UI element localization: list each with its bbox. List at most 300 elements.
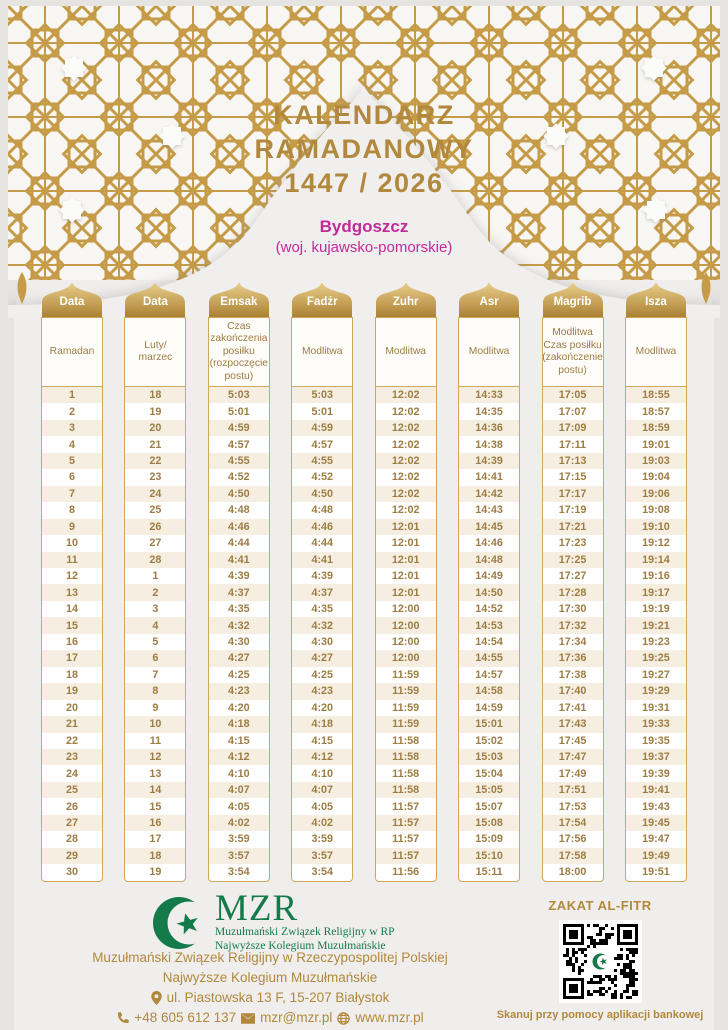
table-cell: 14:36 [459, 420, 519, 436]
column-rows [41, 386, 103, 882]
table-cell: 4:07 [292, 782, 352, 798]
table-cell: 14:48 [459, 552, 519, 568]
table-cell: 19:47 [642, 833, 670, 846]
table-cell: 17:51 [543, 782, 603, 798]
mzr-logo-line2: Najwyższe Kolegium Muzułmańskie [215, 940, 386, 952]
column-subtitle: Czas zakończenia posiłku (rozpoczęcie postu) [208, 317, 270, 387]
table-column [291, 283, 353, 882]
table-cell: 5 [42, 453, 102, 469]
table-cell: 4:41 [292, 552, 352, 568]
table-cell: 4:25 [228, 668, 250, 681]
zakat-caption: Skanuj przy pomocy aplikacji bankowej [496, 1009, 704, 1021]
table-cell: 14:59 [475, 701, 503, 714]
table-cell: 17:13 [543, 453, 603, 469]
table-cell: 4:44 [311, 537, 334, 550]
table-cell: 17:34 [558, 636, 587, 649]
table-cell: 11:57 [376, 815, 436, 831]
table-cell: 11:58 [376, 782, 436, 798]
table-cell: 4:02 [292, 815, 352, 831]
table-column [458, 283, 520, 882]
table-cell: 17:40 [543, 683, 603, 699]
table-cell: 12:02 [391, 471, 420, 484]
table-cell: 19:29 [626, 683, 686, 699]
column-header-dome [542, 283, 604, 317]
column-header-dome [41, 283, 103, 317]
table-cell: 5:01 [228, 405, 250, 418]
table-cell: 7 [42, 486, 102, 502]
table-cell: 16 [125, 815, 185, 831]
table-cell: 11 [149, 734, 162, 747]
table-cell: 11:59 [376, 683, 436, 699]
table-cell: 19:45 [626, 815, 686, 831]
table-cell: 11:59 [392, 701, 420, 714]
table-cell: 14:46 [475, 537, 503, 550]
table-cell: 15:08 [459, 815, 519, 831]
table-cell: 12:01 [376, 584, 436, 600]
table-cell: 15:07 [475, 800, 503, 813]
column-header-dome [124, 283, 186, 317]
table-cell: 19:33 [626, 716, 686, 732]
table-cell: 14:52 [475, 603, 503, 616]
table-cell: 19:12 [642, 537, 670, 550]
table-cell: 4:27 [209, 650, 269, 666]
table-cell: 12:01 [391, 537, 420, 550]
table-cell: 17:27 [558, 570, 587, 583]
table-cell: 19:31 [642, 701, 670, 714]
table-cell: 19:41 [626, 782, 686, 798]
table-cell: 25 [42, 782, 102, 798]
table-cell: 11:59 [392, 668, 420, 681]
table-cell: 12 [125, 749, 185, 765]
table-cell: 4:15 [228, 734, 250, 747]
table-cell: 17:09 [543, 420, 603, 436]
email-text: mzr@mzr.pl [260, 1010, 333, 1025]
table-cell: 14:41 [475, 471, 503, 484]
table-cell: 19 [149, 405, 162, 418]
table-cell: 11:56 [392, 866, 420, 879]
crescent-star-icon [152, 896, 206, 950]
table-cell: 4:55 [209, 453, 269, 469]
column-subtitle: Modlitwa Czas posiłku (zakończenie postu) [542, 317, 604, 387]
table-cell: 12:00 [376, 617, 436, 633]
table-column [625, 283, 687, 882]
table-cell: 17:28 [543, 584, 603, 600]
zakat-block [494, 898, 706, 1021]
column-header-dome [625, 283, 687, 317]
table-cell: 4:32 [209, 617, 269, 633]
table-cell: 18 [125, 387, 185, 403]
table-cell: 14:39 [459, 453, 519, 469]
table-cell: 27 [149, 537, 162, 550]
table-cell: 14:35 [475, 405, 503, 418]
table-cell: 19:17 [626, 584, 686, 600]
column-header-label: Zuhr [392, 296, 419, 308]
table-cell: 15:03 [459, 749, 519, 765]
table-cell: 18 [65, 668, 78, 681]
table-cell: 12:01 [391, 570, 420, 583]
column-rows [625, 386, 687, 882]
table-cell: 19 [149, 866, 162, 879]
table-cell: 19:14 [626, 552, 686, 568]
table-cell: 3 [42, 420, 102, 436]
city-label: Bydgoszcz [319, 217, 409, 236]
table-cell: 11:58 [376, 749, 436, 765]
table-cell: 17:30 [558, 603, 587, 616]
column-header-dome [375, 283, 437, 317]
table-cell: 4:50 [292, 486, 352, 502]
table-cell: 12:01 [376, 519, 436, 535]
table-cell: 14:55 [459, 650, 519, 666]
table-cell: 17:45 [558, 734, 587, 747]
table-cell: 23 [42, 749, 102, 765]
table-cell: 17:25 [543, 552, 603, 568]
table-cell: 21 [42, 716, 102, 732]
table-cell: 4:25 [311, 668, 334, 681]
table-cell: 4:05 [311, 800, 334, 813]
table-cell: 12:00 [391, 603, 420, 616]
table-cell: 3:54 [311, 866, 334, 879]
table-cell: 18:00 [558, 866, 587, 879]
table-cell: 11:57 [392, 833, 420, 846]
table-cell: 4:50 [209, 486, 269, 502]
table-cell: 3:57 [292, 848, 352, 864]
table-cell: 10 [65, 537, 78, 550]
table-cell: 3 [152, 603, 159, 616]
table-cell: 4:46 [209, 519, 269, 535]
table-cell: 12:02 [391, 504, 420, 517]
phone-text: +48 605 612 137 [134, 1010, 237, 1025]
table-cell: 4:52 [228, 471, 250, 484]
table-cell: 14:45 [459, 519, 519, 535]
table-cell: 14 [65, 603, 78, 616]
column-header-dome [458, 283, 520, 317]
column-subtitle: Ramadan [41, 317, 103, 387]
org-name-line: Muzułmański Związek Religijny w Rzeczypospolitej Polskiej [92, 950, 448, 965]
table-cell: 18:59 [626, 420, 686, 436]
table-cell: 4 [68, 438, 75, 451]
table-cell: 26 [65, 800, 78, 813]
table-cell: 4:37 [292, 584, 352, 600]
table-cell: 19:51 [642, 866, 670, 879]
table-cell: 28 [65, 833, 78, 846]
table-cell: 12 [65, 570, 78, 583]
table-cell: 14 [125, 782, 185, 798]
table-cell: 4:57 [311, 438, 334, 451]
column-subtitle: Modlitwa [291, 317, 353, 387]
table-cell: 17:43 [543, 716, 603, 732]
table-cell: 5:01 [311, 405, 334, 418]
table-cell: 24 [65, 767, 78, 780]
table-column [208, 283, 270, 882]
column-header-label: Data [142, 296, 168, 308]
table-cell: 4:55 [292, 453, 352, 469]
address-text: ul. Piastowska 13 F, 15-207 Białystok [166, 990, 390, 1005]
table-cell: 17:53 [558, 800, 587, 813]
table-cell: 11:58 [392, 767, 420, 780]
table-cell: 3:54 [228, 866, 250, 879]
table-cell: 7 [152, 668, 159, 681]
column-subtitle: Modlitwa [625, 317, 687, 387]
table-cell: 26 [125, 519, 185, 535]
table-cell: 6 [68, 471, 75, 484]
table-column [41, 283, 103, 882]
table-cell: 14:57 [475, 668, 503, 681]
table-cell: 4:46 [292, 519, 352, 535]
column-header-dome [208, 283, 270, 317]
table-cell: 25 [149, 504, 162, 517]
table-cell: 20 [125, 420, 185, 436]
region-label: (woj. kujawsko-pomorskie) [275, 239, 453, 256]
table-cell: 17:47 [543, 749, 603, 765]
table-cell: 4:32 [292, 617, 352, 633]
table-cell: 21 [149, 438, 162, 451]
table-cell: 4:23 [292, 683, 352, 699]
table-cell: 17:17 [543, 486, 603, 502]
table-cell: 19:19 [642, 603, 670, 616]
table-cell: 4:10 [311, 767, 334, 780]
table-cell: 15:04 [475, 767, 503, 780]
column-header-dome [291, 283, 353, 317]
table-cell: 17:11 [559, 438, 587, 451]
phone-icon [116, 1012, 129, 1025]
table-cell: 19:10 [626, 519, 686, 535]
table-cell: 9 [152, 701, 159, 714]
page-title-line2: RAMADANOWY [254, 134, 474, 164]
white-star-ornament [641, 55, 666, 80]
table-cell: 12:02 [391, 438, 420, 451]
table-cell: 19:25 [626, 650, 686, 666]
table-cell: 17:56 [558, 833, 587, 846]
table-cell: 22 [65, 734, 78, 747]
table-cell: 4:59 [209, 420, 269, 436]
org-college-line: Najwyższe Kolegium Muzułmańskie [162, 970, 378, 985]
contact-block [30, 948, 510, 1028]
table-cell: 1 [42, 387, 102, 403]
table-cell: 13 [42, 584, 102, 600]
mzr-logo [152, 888, 395, 953]
globe-icon [337, 1012, 350, 1025]
table-cell: 15:02 [475, 734, 503, 747]
table-cell: 17:05 [543, 387, 603, 403]
table-cell: 8 [68, 504, 75, 517]
table-cell: 14:38 [475, 438, 503, 451]
table-cell: 4:23 [209, 683, 269, 699]
table-cell: 4:05 [228, 800, 250, 813]
table-cell: 19:27 [642, 668, 670, 681]
table-cell: 14:42 [459, 486, 519, 502]
table-cell: 4:18 [292, 716, 352, 732]
table-cell: 16 [65, 636, 78, 649]
table-column [542, 283, 604, 882]
table-cell: 4:39 [228, 570, 250, 583]
white-star-ornament [61, 55, 86, 80]
table-cell: 17:58 [543, 848, 603, 864]
table-cell: 11:57 [376, 848, 436, 864]
table-cell: 6 [125, 650, 185, 666]
zakat-title: ZAKAT AL-FITR [548, 898, 652, 913]
table-cell: 4:37 [209, 584, 269, 600]
table-cell: 17:07 [558, 405, 587, 418]
table-cell: 3:59 [311, 833, 334, 846]
table-cell: 24 [125, 486, 185, 502]
column-header-label: Data [59, 296, 85, 308]
table-cell: 5:03 [292, 387, 352, 403]
table-cell: 4:27 [292, 650, 352, 666]
column-rows [208, 386, 270, 882]
table-cell: 19:43 [642, 800, 670, 813]
table-cell: 11:58 [392, 734, 420, 747]
mzr-logo-line1: Muzułmański Związek Religijny w RP [215, 926, 395, 938]
table-cell: 15 [42, 617, 102, 633]
column-rows [291, 386, 353, 882]
table-cell: 18:57 [642, 405, 670, 418]
table-cell: 19:06 [626, 486, 686, 502]
column-header-label: Isza [645, 296, 667, 308]
table-cell: 17:32 [543, 617, 603, 633]
table-cell: 2 [125, 584, 185, 600]
table-cell: 17:49 [558, 767, 587, 780]
table-cell: 4:10 [228, 767, 250, 780]
table-cell: 19 [42, 683, 102, 699]
table-cell: 14:33 [459, 387, 519, 403]
table-cell: 4:39 [311, 570, 334, 583]
column-subtitle: Modlitwa [375, 317, 437, 387]
table-cell: 4:48 [311, 504, 334, 517]
table-cell: 12:02 [376, 387, 436, 403]
table-cell: 5 [152, 636, 159, 649]
table-cell: 5:03 [209, 387, 269, 403]
table-cell: 4:44 [228, 537, 250, 550]
table-cell: 19:08 [642, 504, 670, 517]
table-cell: 19:39 [642, 767, 670, 780]
table-cell: 12:01 [376, 552, 436, 568]
table-cell: 17:36 [543, 650, 603, 666]
table-cell: 19:35 [642, 734, 670, 747]
table-cell: 4:35 [311, 603, 334, 616]
table-cell: 18 [125, 848, 185, 864]
table-cell: 23 [149, 471, 162, 484]
table-cell: 11:57 [392, 800, 420, 813]
location-pin-icon [151, 991, 162, 1005]
calendar-table [41, 283, 687, 882]
table-cell: 17:54 [543, 815, 603, 831]
table-cell: 4:52 [311, 471, 334, 484]
column-subtitle: Luty/ marzec [124, 317, 186, 387]
table-cell: 30 [65, 866, 78, 879]
column-header-label: Fadżr [306, 296, 338, 308]
column-header-label: Magrib [553, 296, 592, 308]
table-cell: 10 [125, 716, 185, 732]
table-cell: 17:23 [558, 537, 587, 550]
page-title-year: 1447 / 2026 [284, 168, 444, 198]
table-cell: 12:02 [376, 420, 436, 436]
table-cell: 4:30 [311, 636, 334, 649]
envelope-icon [241, 1013, 255, 1024]
table-cell: 4:30 [228, 636, 250, 649]
table-cell: 12:02 [376, 486, 436, 502]
page-title-line1: KALENDARZ [273, 100, 455, 130]
table-cell: 17 [149, 833, 162, 846]
title-block [0, 98, 728, 258]
table-cell: 14:49 [475, 570, 503, 583]
table-cell: 12:00 [391, 636, 420, 649]
table-cell: 4:59 [292, 420, 352, 436]
table-cell: 17:19 [558, 504, 587, 517]
table-cell: 17:15 [558, 471, 587, 484]
table-cell: 11 [42, 552, 102, 568]
table-cell: 15:05 [459, 782, 519, 798]
table-cell: 19:01 [642, 438, 670, 451]
table-cell: 14:50 [459, 584, 519, 600]
table-cell: 19:49 [626, 848, 686, 864]
table-cell: 19:16 [642, 570, 670, 583]
table-cell: 15:11 [475, 866, 503, 879]
table-cell: 4:12 [292, 749, 352, 765]
table-cell: 12:00 [376, 650, 436, 666]
table-cell: 4:07 [209, 782, 269, 798]
table-cell: 17:38 [558, 668, 587, 681]
table-cell: 22 [125, 453, 185, 469]
table-cell: 17 [42, 650, 102, 666]
column-rows [542, 386, 604, 882]
table-cell: 19:04 [642, 471, 670, 484]
table-cell: 20 [65, 701, 78, 714]
table-cell: 2 [68, 405, 75, 418]
table-cell: 4:12 [209, 749, 269, 765]
table-cell: 15:09 [475, 833, 503, 846]
table-cell: 17:21 [543, 519, 603, 535]
table-cell: 14:43 [475, 504, 503, 517]
table-cell: 13 [149, 767, 162, 780]
column-header-label: Asr [479, 296, 499, 308]
table-cell: 19:03 [626, 453, 686, 469]
table-cell: 14:53 [459, 617, 519, 633]
table-cell: 4:57 [228, 438, 250, 451]
column-subtitle: Modlitwa [458, 317, 520, 387]
table-cell: 15:10 [459, 848, 519, 864]
zakat-qr-code [559, 920, 642, 1003]
table-cell: 28 [125, 552, 185, 568]
column-rows [458, 386, 520, 882]
table-cell: 4:20 [228, 701, 250, 714]
table-cell: 15:01 [459, 716, 519, 732]
table-cell: 4:20 [311, 701, 334, 714]
table-cell: 4 [125, 617, 185, 633]
table-cell: 14:58 [459, 683, 519, 699]
table-cell: 9 [42, 519, 102, 535]
table-column [124, 283, 186, 882]
table-cell: 4:02 [209, 815, 269, 831]
website-text: www.mzr.pl [355, 1010, 424, 1025]
table-cell: 4:35 [228, 603, 250, 616]
column-rows [124, 386, 186, 882]
table-cell: 12:02 [376, 453, 436, 469]
table-cell: 19:37 [626, 749, 686, 765]
table-column [375, 283, 437, 882]
table-cell: 3:57 [209, 848, 269, 864]
table-cell: 8 [125, 683, 185, 699]
table-cell: 27 [42, 815, 102, 831]
table-cell: 4:18 [209, 716, 269, 732]
table-cell: 18:55 [626, 387, 686, 403]
mzr-acronym: MZR [215, 888, 299, 929]
table-cell: 4:48 [228, 504, 250, 517]
table-cell: 14:54 [475, 636, 503, 649]
table-cell: 19:21 [626, 617, 686, 633]
table-cell: 19:23 [642, 636, 670, 649]
table-cell: 11:59 [376, 716, 436, 732]
table-cell: 4:15 [311, 734, 334, 747]
